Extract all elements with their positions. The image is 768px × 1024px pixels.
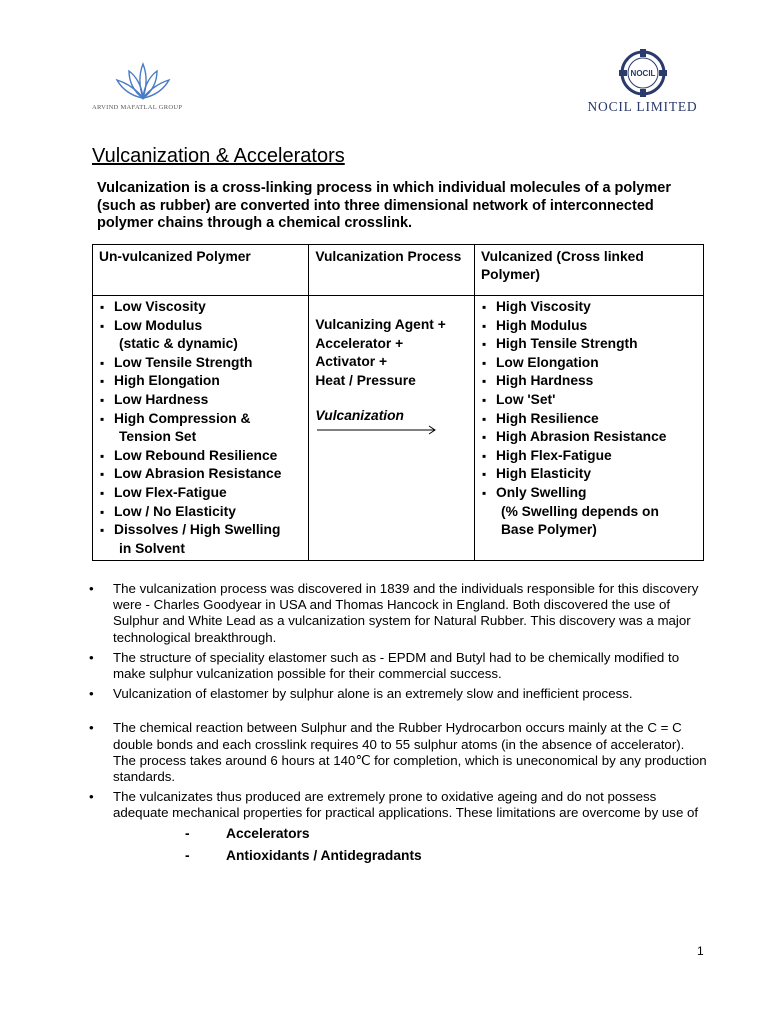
vulcanized-properties-list [481,298,697,540]
property-item: ▪ Low Tensile Strength [99,354,302,373]
header-unvulcanized: Un-vulcanized Polymer [93,245,309,296]
process-line: Accelerator + [315,335,404,351]
unvulcanized-cell [93,296,309,561]
process-cell [309,296,475,561]
page-title: Vulcanization & Accelerators [92,145,345,167]
lotus-icon [112,62,174,102]
property-item: (static & dynamic) [119,336,238,352]
bullet-item: • The chemical reaction between Sulphur and the Rubber Hydrocarbon occurs mainly at the C = C double bonds and each crosslink requires 40 to 55 sulphur atoms (in the absence of accelerator). The process takes around 6 hours at 140℃ for completion, which is uneconomical by any production standards. [89,720,707,785]
bullet-dot-icon: • [89,789,94,805]
nocil-badge-text: NOCIL [630,69,655,78]
vulcanized-cell [474,296,703,561]
nocil-logo [585,48,700,120]
property-item: Base Polymer) [500,522,597,538]
property-item: ▪ Only Swelling [481,484,697,503]
unvulcanized-properties-list [99,298,302,558]
property-item: ▪ High Tensile Strength [481,335,697,354]
bullet-dot-icon: • [89,649,94,665]
right-logo-caption: NOCIL LIMITED [587,99,698,114]
property-item: ▪ Low Elongation [481,354,697,373]
arvind-mafatlal-logo [92,62,202,122]
property-item: (% Swelling depends on [500,503,659,519]
property-item: ▪ High Flex-Fatigue [481,447,697,466]
property-item: ▪ High Viscosity [481,298,697,317]
property-item: in Solvent [119,540,185,556]
bullet-item: • The structure of speciality elastomer such as - EPDM and Butyl had to be chemically modified to make sulphur vulcanization possible for their commercial success. [89,649,680,682]
nocil-emblem-icon [617,48,669,98]
property-item: ▪ High Resilience [481,410,697,429]
property-item: ▪ High Hardness [481,372,697,391]
property-item: ▪ Low / No Elasticity [99,503,302,522]
header-vulcanized: Vulcanized (Cross linked Polymer) [474,245,703,296]
vulcanization-table [92,244,704,561]
header-process: Vulcanization Process [309,245,475,296]
right-arrow-icon [317,423,468,438]
property-item: ▪ Dissolves / High Swelling [99,521,302,540]
left-logo-caption: ARVIND MAFATLAL GROUP [92,104,183,111]
property-item: ▪ Low Hardness [99,391,302,410]
property-item: ▪ Low Abrasion Resistance [99,465,302,484]
property-item: ▪ High Compression & [99,410,302,429]
intro-paragraph: Vulcanization is a cross-linking process in which individual molecules of a polymer (such as rubber) are converted into three dimensional network of interconnected polymer chains through a chemical crosslink. [97,180,671,231]
sub-item-antioxidants: - Antioxidants / Antidegradants [185,847,422,863]
process-line: Activator + [315,354,388,370]
bullet-item: • The vulcanization process was discovered in 1839 and the individuals responsible for this discovery were - Charles Goodyear in USA and Thomas Hancock in England. Both discovered the use of Sulphur and White Lead as a vulcanization system for Natural Rubber. This discovery was a major technological breakthrough. [89,581,699,645]
property-item: ▪ High Elongation [99,372,302,391]
property-item: ▪ Low Modulus [99,317,302,336]
page-number: 1 [697,944,704,958]
bullet-dot-icon: • [89,581,94,596]
property-item: ▪ High Elasticity [481,465,697,484]
process-ingredients [315,316,468,390]
sub-items [185,826,709,864]
property-item: ▪ Low Rebound Resilience [99,447,302,466]
process-label: Vulcanization [315,408,404,424]
bullet-item: • The vulcanizates thus produced are extremely prone to oxidative ageing and do not possess adequate mechanical properties for practical applications. These limitations are overcome by use of [89,789,699,821]
property-item: ▪ High Abrasion Resistance [481,428,697,447]
body-bullets [89,581,709,870]
property-item: Tension Set [119,429,197,445]
process-line: Vulcanizing Agent + [315,317,446,332]
sub-item-accelerators: - Accelerators [185,825,310,841]
bullet-item: • Vulcanization of elastomer by sulphur alone is an extremely slow and inefficient process. [89,686,633,702]
property-item: ▪ Low Flex-Fatigue [99,484,302,503]
property-item: ▪ High Modulus [481,317,697,336]
process-line: Heat / Pressure [315,372,416,388]
bullet-dot-icon: • [89,720,94,736]
property-item: ▪ Low Viscosity [99,298,302,317]
property-item: ▪ Low 'Set' [481,391,697,410]
bullet-dot-icon: • [89,686,94,702]
